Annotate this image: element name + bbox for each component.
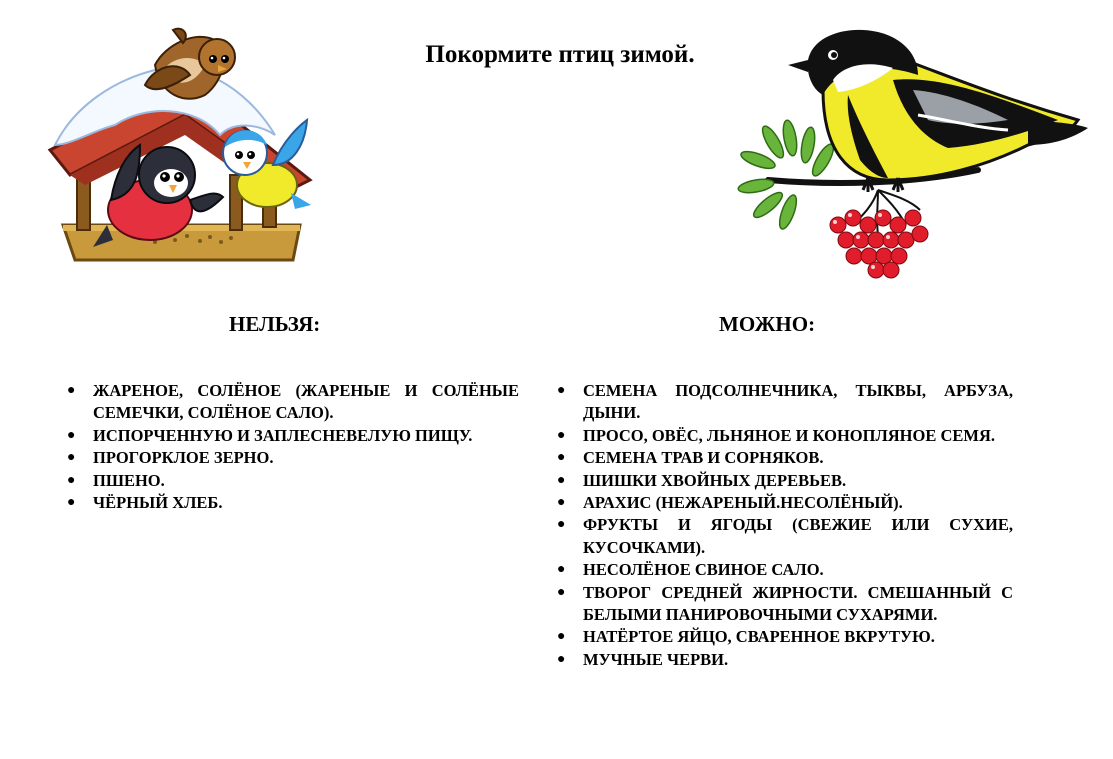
list-item-text: ЧЁРНЫЙ ХЛЕБ. xyxy=(93,493,223,513)
list-item-text: НАТЁРТОЕ ЯЙЦО, СВАРЕННОЕ ВКРУТУЮ. xyxy=(583,627,935,647)
list-item xyxy=(557,626,1013,648)
bullet-icon: ● xyxy=(557,517,566,533)
bullet-icon: ● xyxy=(557,584,566,600)
bullet-icon: ● xyxy=(557,383,566,398)
bullet-icon: ● xyxy=(557,562,566,578)
list-item xyxy=(67,492,519,514)
list-item xyxy=(67,447,519,469)
allowed-list xyxy=(557,380,1013,671)
forbidden-list xyxy=(67,380,519,514)
list-item xyxy=(67,470,519,492)
list-item-text: ПРОГОРКЛОЕ ЗЕРНО. xyxy=(93,448,274,468)
list-item xyxy=(557,514,1013,559)
allowed-heading: МОЖНО: xyxy=(719,312,816,336)
forbidden-heading: НЕЛЬЗЯ: xyxy=(229,312,321,336)
bullet-icon: ● xyxy=(67,495,76,511)
bullet-icon: ● xyxy=(557,427,566,443)
list-item-text: ИСПОРЧЕННУЮ И ЗАПЛЕСНЕВЕЛУЮ ПИЩУ. xyxy=(93,425,473,445)
page-title: Покормите птиц зимой. xyxy=(425,41,695,68)
list-item-text: СЕМЕНА ПОДСОЛНЕЧНИКА, ТЫКВЫ, АРБУЗА, ДЫНИ. xyxy=(583,381,1013,423)
bullet-icon: ● xyxy=(557,472,566,488)
list-item xyxy=(557,559,1013,581)
list-item-text: ЖАРЕНОЕ, СОЛЁНОЕ (ЖАРЕНЫЕ И СОЛЁНЫЕ СЕМЕЧКИ, СОЛЁНОЕ САЛО). xyxy=(93,381,519,423)
bullet-icon: ● xyxy=(557,651,566,667)
list-item-text: МУЧНЫЕ ЧЕРВИ. xyxy=(583,649,729,669)
list-item-text: ШИШКИ ХВОЙНЫХ ДЕРЕВЬЕВ. xyxy=(583,470,847,490)
bullet-icon: ● xyxy=(557,495,566,511)
list-item xyxy=(67,380,519,425)
bullet-icon: ● xyxy=(67,472,76,488)
bullet-icon: ● xyxy=(67,427,76,443)
list-item xyxy=(557,582,1013,627)
list-item xyxy=(557,425,1013,447)
list-item xyxy=(557,492,1013,514)
list-item-text: ПШЕНО. xyxy=(93,470,165,490)
bullet-icon: ● xyxy=(557,629,566,645)
list-item-text: ТВОРОГ СРЕДНЕЙ ЖИРНОСТИ. СМЕШАННЫЙ С БЕЛЫМИ ПАНИРОВОЧНЫМИ СУХАРЯМИ. xyxy=(583,582,1013,625)
list-item-text: СЕМЕНА ТРАВ И СОРНЯКОВ. xyxy=(583,448,824,468)
list-item xyxy=(67,425,519,447)
list-item-text: ФРУКТЫ И ЯГОДЫ (СВЕЖИЕ ИЛИ СУХИЕ, КУСОЧКАМИ). xyxy=(583,515,1013,557)
list-item xyxy=(557,447,1013,469)
bullet-icon: ● xyxy=(557,450,566,466)
bullet-icon: ● xyxy=(67,383,76,398)
bullet-icon: ● xyxy=(67,450,76,466)
list-item-text: НЕСОЛЁНОЕ СВИНОЕ САЛО. xyxy=(583,560,824,580)
list-item xyxy=(557,380,1013,425)
great-tit-icon xyxy=(728,20,1088,285)
list-item-text: АРАХИС (НЕЖАРЕНЫЙ.НЕСОЛЁНЫЙ). xyxy=(583,493,903,513)
list-item-text: ПРОСО, ОВЁС, ЛЬНЯНОЕ И КОНОПЛЯНОЕ СЕМЯ. xyxy=(583,425,996,445)
bird-feeder-icon xyxy=(45,25,315,265)
list-item xyxy=(557,649,1013,671)
list-item xyxy=(557,470,1013,492)
